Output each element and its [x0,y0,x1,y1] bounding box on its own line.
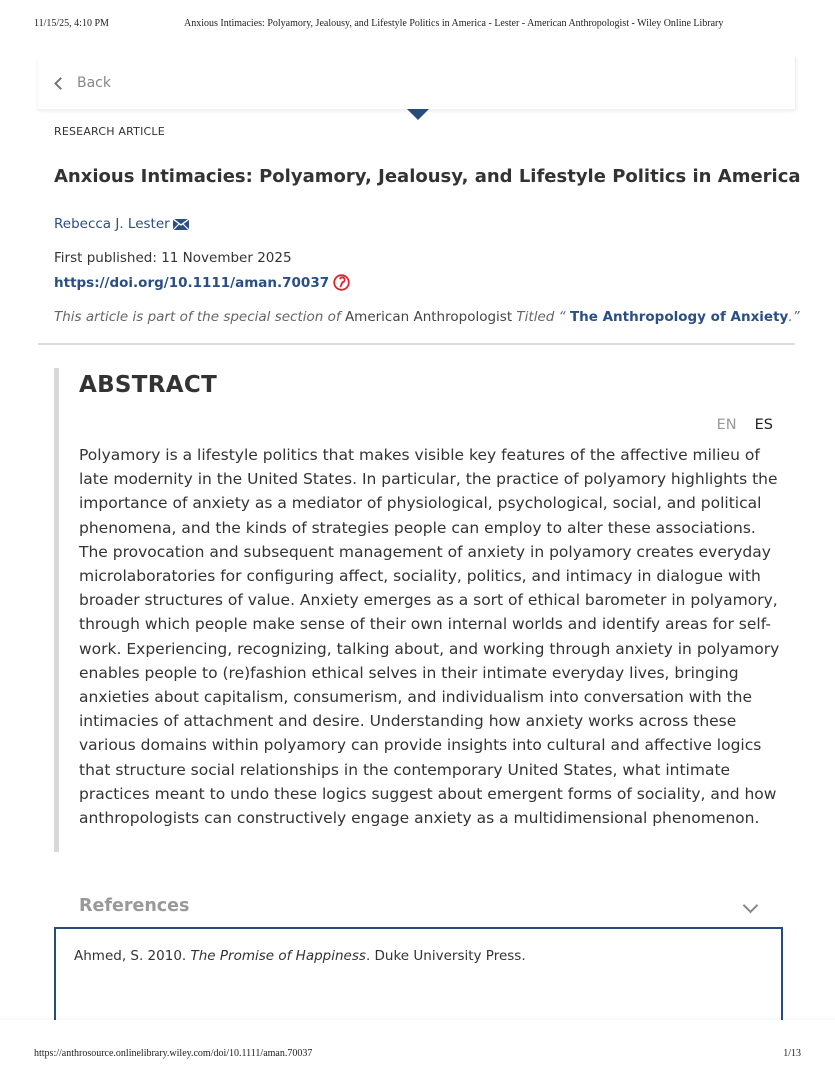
reference-publisher: . Duke University Press. [365,948,526,964]
lang-en-button[interactable]: EN [716,417,737,433]
author-link[interactable] [54,216,189,232]
abstract-text: Polyamory is a lifestyle politics that makes visible key features of the affective milieu of late modernity in the United States. In particular, the practice of polyamory highlights the importance of anxiety as a mediator of physiological, psychological, social, and political phenomena, and the kinds of strategies people can employ to alter these associations. The provocation and subsequent management of anxiety in polyamory creates everyday microlaboratories for configuring affect, sociality, politics, and intimacy in dialogue with broader structures of value. Anxiety emerges as a sort of ethical barometer in polyamory, through which people make sense of their own internal worlds and identify areas for self-work. Experiencing, recognizing, talking about, and working through anxiety in polyamory enables people to (re)fashion ethical selves in their intimate everyday lives, bringing anxieties about capitalism, consumerism, and individualism into conversation with the intimacies of attachment and desire. Understanding how anxiety works across these various domains within polyamory can provide insights into cultural and affective logics that structure social relationships in the contemporary United States, what intimate practices meant to undo these logics suggest about emergent forms of sociality, and how anthropologists can constructively engage anxiety as a multidimensional phenomenon. [79,446,780,828]
special-section-link[interactable]: The Anthropology of Anxiety [569,309,789,325]
page-cutoff [0,1020,835,1040]
menu-pointer-icon [407,109,429,120]
print-page-number: 1/13 [783,1048,801,1059]
back-button[interactable] [56,75,111,91]
back-label: Back [77,75,111,91]
doi-row [54,274,350,291]
open-quote: “ [558,309,566,325]
print-date: 11/15/25, 4:10 PM [34,18,109,29]
top-nav-bar [38,57,796,109]
publish-date: First published: 11 November 2025 [54,250,292,266]
close-quote: .” [788,309,800,325]
print-url: https://anthrosource.onlinelibrary.wiley.com/doi/10.1111/aman.70037 [34,1048,313,1059]
chevron-down-icon[interactable] [743,898,759,914]
lang-es-button[interactable]: ES [754,417,773,433]
chevron-left-icon [54,77,67,90]
reference-title: The Promise of Happiness [190,948,366,964]
journal-name: American Anthropologist [344,309,513,325]
section-divider [38,343,795,345]
special-section-note [54,309,800,325]
abstract-heading: ABSTRACT [79,372,218,398]
reference-authors: Ahmed, S. 2010. [74,948,187,964]
email-icon[interactable] [173,219,189,230]
article-title: Anxious Intimacies: Polyamory, Jealousy, and Lifestyle Politics in America [54,166,801,187]
references-toggle[interactable]: References [79,896,190,916]
article-type: RESEARCH ARTICLE [54,125,165,138]
author-name: Rebecca J. Lester [54,216,170,232]
doi-link[interactable]: https://doi.org/10.1111/aman.70037 [54,274,330,291]
print-title: Anxious Intimacies: Polyamory, Jealousy, and Lifestyle Politics in America - Lester - American Anthropologist - Wiley Online Library [184,18,724,29]
special-prefix: This article is part of the special section of [54,309,341,325]
special-titled: Titled [516,309,555,325]
altmetric-icon[interactable] [333,274,350,291]
language-switcher [717,417,773,433]
reference-item [74,948,526,964]
abstract-section [54,368,789,852]
